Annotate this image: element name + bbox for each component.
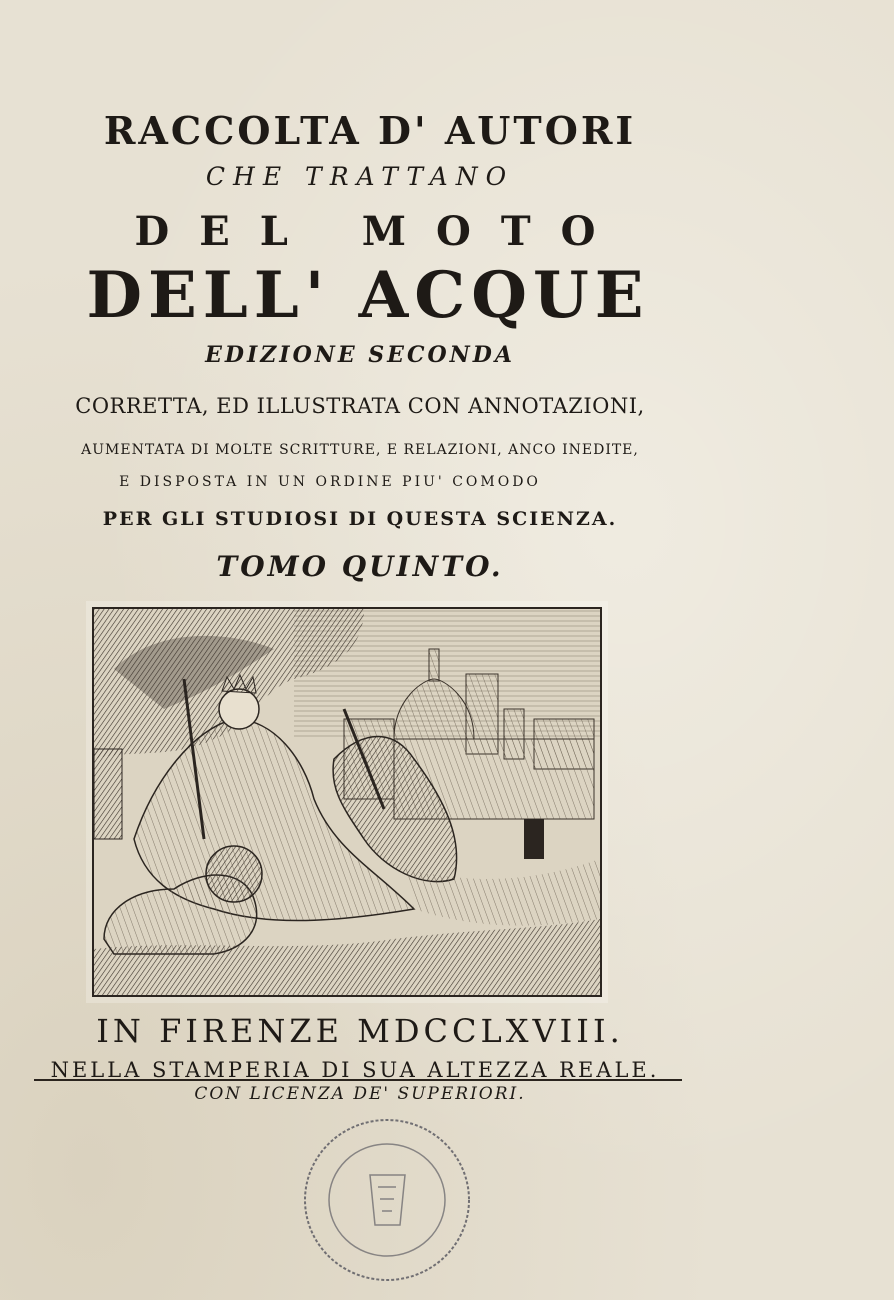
imprint-license: CON LICENZA DE' SUPERIORI. [194, 1084, 526, 1104]
library-stamp [300, 1115, 475, 1285]
subtitle-line-1: CORRETTA, ED ILLUSTRATA CON ANNOTAZIONI, [75, 394, 645, 418]
volume-line: TOMO QUINTO. [216, 550, 504, 583]
title-line-4: DELL' ACQUE [86, 258, 650, 333]
title-line-3: DEL MOTO [134, 208, 626, 255]
imprint-rule [34, 1079, 682, 1081]
subtitle-line-4: PER GLI STUDIOSI DI QUESTA SCIENZA. [102, 508, 618, 530]
title-line-1: RACCOLTA D' AUTORI [103, 108, 637, 153]
title-line-2: CHE TRATTANO [205, 162, 515, 191]
library-stamp-drawing [300, 1115, 475, 1285]
imprint-place-year: IN FIRENZE MDCCLXVIII. [96, 1012, 624, 1050]
engraving-illustration [92, 607, 602, 997]
imprint-printer: NELLA STAMPERIA DI SUA ALTEZZA REALE. [50, 1058, 660, 1082]
subtitle-line-2: AUMENTATA DI MOLTE SCRITTURE, E RELAZIONI, ANCO INEDITE, [81, 442, 639, 458]
engraving-drawing [94, 609, 600, 995]
edition-line: EDIZIONE SECONDA [205, 342, 515, 368]
subtitle-line-3: E DISPOSTA IN UN ORDINE PIU' COMODO [119, 474, 541, 490]
